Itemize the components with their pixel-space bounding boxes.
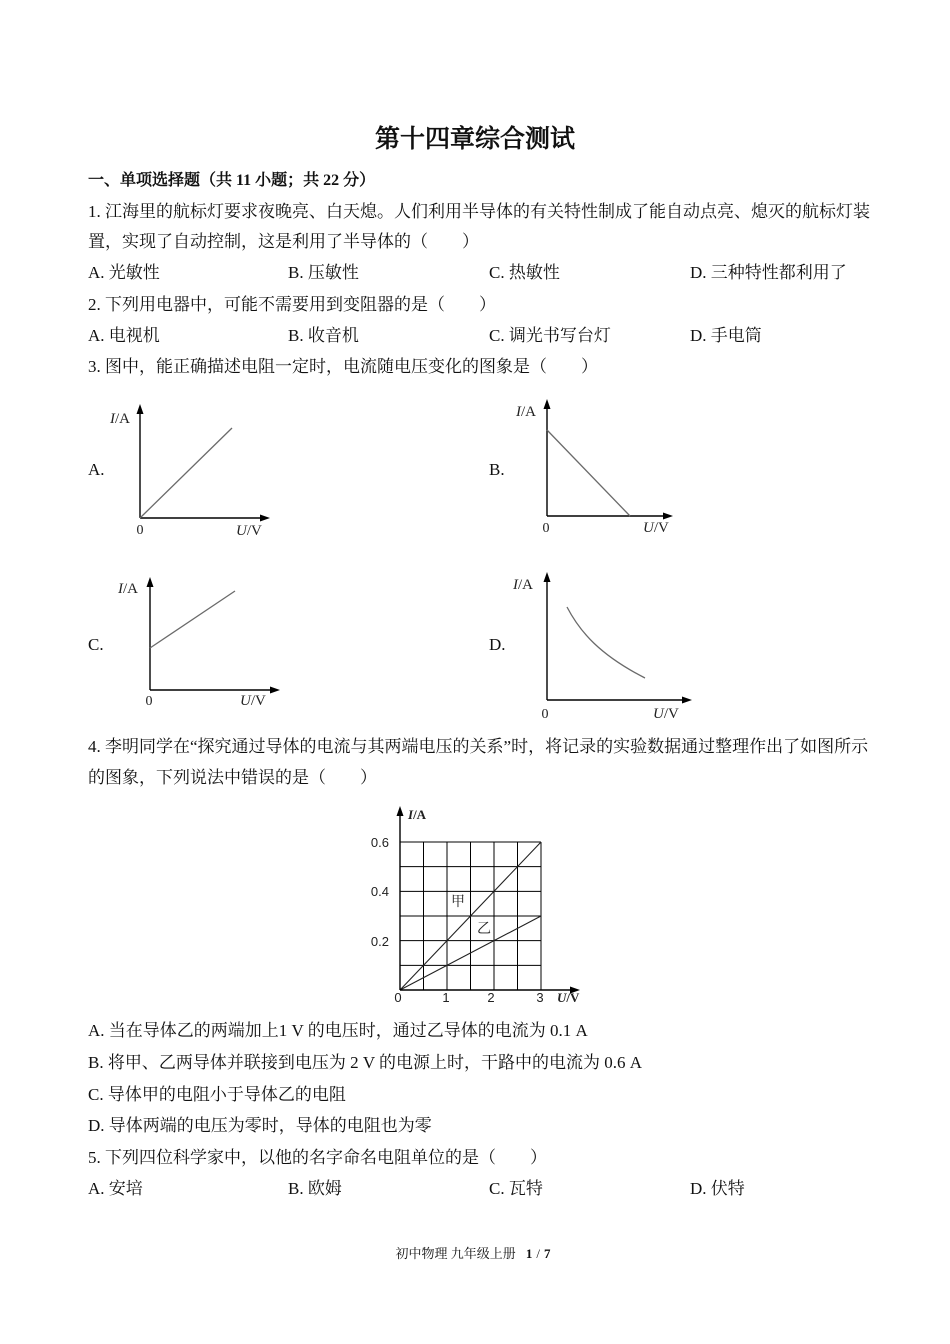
y-axis-variable: I [516,404,521,420]
q2-option-b: B. 收音机 [288,326,359,345]
x-axis-arrow-icon [260,515,270,522]
q4-option-d: D. 导体两端的电压为零时，导体的电阻也为零 [88,1116,432,1135]
y-axis-unit: /A [518,577,533,593]
x-axis-unit: /V [250,693,266,709]
x-axis-label [240,693,266,709]
y-axis-label [109,411,130,427]
x-axis-variable: U [240,693,251,709]
q3-graph-c [117,577,280,709]
y-axis-unit: /A [521,404,536,420]
q3-graph-b [515,399,673,536]
y-axis-arrow-icon [544,399,551,409]
x-axis-unit: /V [566,990,580,1005]
q3-graph-b-label: B. [489,460,505,479]
q2-stem: 2. 下列用电器中，可能不需要用到变阻器的是（ ） [88,295,496,314]
y-axis-label [117,581,138,597]
origin-label: 0 [394,990,402,1005]
x-axis-arrow-icon [270,687,280,694]
x-axis-variable: U [557,990,567,1005]
q5-option-c: C. 瓦特 [489,1179,543,1198]
footer-page-total: 7 [543,1246,551,1261]
x-tick-label: 1 [442,990,450,1005]
graph-line [140,428,232,518]
y-tick-label: 0.6 [370,835,389,850]
q4-option-a: A. 当在导体乙的两端加上1 V 的电压时，通过乙导体的电流为 0.1 A [88,1021,588,1040]
q1-stem-line-1: 1. 江海里的航标灯要求夜晚亮、白天熄。人们利用半导体的有关特性制成了能自动点亮、熄灭的航标灯装 [88,202,870,221]
q5-stem: 5. 下列四位科学家中，以他的名字命名电阻单位的是（ ） [88,1148,547,1167]
q3-graph-a [109,404,270,539]
footer-book-title: 初中物理 九年级上册 [395,1246,516,1261]
q4-stem-line-1: 4. 李明同学在“探究通过导体的电流与其两端电压的关系”时，将记录的实验数据通过整理作出了如图所示 [88,737,869,756]
y-axis-variable: I [118,581,123,597]
q4-option-b: B. 将甲、乙两导体并联接到电压为 2 V 的电源上时，干路中的电流为 0.6 A [88,1053,643,1072]
q1-option-b: B. 压敏性 [288,263,359,282]
x-axis-variable: U [643,520,654,536]
q2-option-d: D. 手电筒 [690,326,762,345]
y-axis-arrow-icon [397,806,404,816]
section-heading: 一、单项选择题（共 11 小题；共 22 分） [88,172,376,189]
origin-label: 0 [136,523,144,538]
q1-option-d: D. 三种特性都利用了 [690,263,847,282]
y-axis-unit: /A [413,807,427,822]
x-axis-label [236,523,262,539]
y-tick-label: 0.4 [370,884,389,899]
series-label-yi: 乙 [477,920,491,936]
q3-graph-d [512,572,692,722]
x-axis-variable: U [236,523,247,539]
footer-page-number: 1 [525,1246,533,1261]
y-axis-arrow-icon [544,572,551,582]
y-axis-label [512,577,533,593]
q3-graph-d-label: D. [489,635,506,654]
y-axis-variable: I [110,411,115,427]
origin-label: 0 [541,707,549,722]
y-tick-label: 0.2 [370,934,389,949]
q1-option-a: A. 光敏性 [88,263,160,282]
q3-stem: 3. 图中，能正确描述电阻一定时，电流随电压变化的图象是（ ） [88,357,598,376]
origin-label: 0 [542,521,550,536]
x-axis-label [557,990,580,1005]
y-axis-variable: I [408,807,414,822]
q5-option-a: A. 安培 [88,1179,143,1198]
y-axis-label [407,807,427,822]
q1-stem-line-2: 置，实现了自动控制，这是利用了半导体的（ ） [88,232,479,251]
x-axis-label [643,520,669,536]
x-axis-arrow-icon [663,513,673,520]
q2-option-a: A. 电视机 [88,326,160,345]
graph-line [150,591,235,648]
x-tick-label: 3 [536,990,544,1005]
graph-curve [567,607,645,678]
x-axis-arrow-icon [682,697,692,704]
y-axis-arrow-icon [137,404,144,414]
q5-option-d: D. 伏特 [690,1179,745,1198]
y-axis-variable: I [513,577,518,593]
x-axis-unit: /V [663,706,679,722]
q3-graph-a-label: A. [88,460,105,479]
q5-option-b: B. 欧姆 [288,1179,342,1198]
x-tick-label: 2 [487,990,495,1005]
x-axis-variable: U [653,706,664,722]
x-axis-unit: /V [246,523,262,539]
q4-option-c: C. 导体甲的电阻小于导体乙的电阻 [88,1085,346,1104]
q2-option-c: C. 调光书写台灯 [489,326,611,345]
y-axis-arrow-icon [147,577,154,587]
series-label-jia: 甲 [451,893,465,909]
origin-label: 0 [145,694,153,709]
x-axis-label [653,706,679,722]
y-axis-unit: /A [115,411,130,427]
q4-stem-line-2: 的图象，下列说法中错误的是（ ） [88,768,377,787]
y-axis-label [515,404,536,420]
y-axis-unit: /A [123,581,138,597]
page-title: 第十四章综合测试 [374,126,575,153]
footer-page-separator: / [536,1246,540,1261]
q4-figure [371,806,580,1005]
q1-option-c: C. 热敏性 [489,263,560,282]
graph-line [547,430,630,516]
x-axis-unit: /V [653,520,669,536]
q3-graph-c-label: C. [88,635,104,654]
